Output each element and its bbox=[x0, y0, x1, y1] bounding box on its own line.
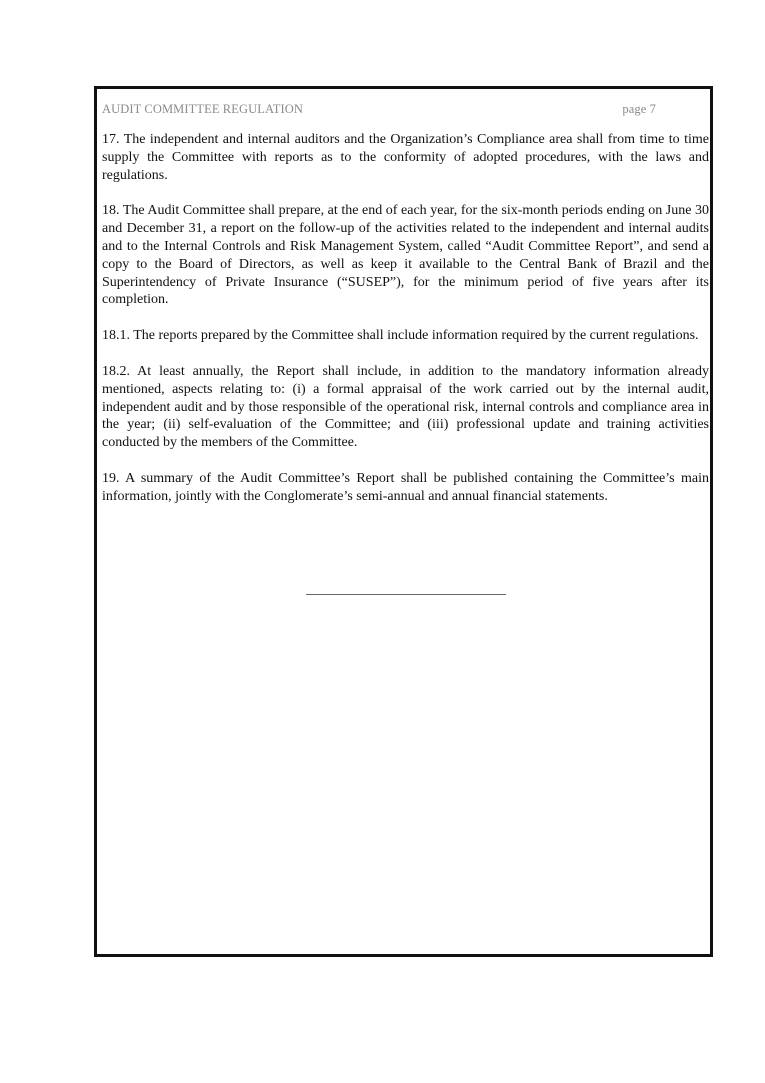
paragraph-17: 17. The independent and internal auditors and the Organization’s Compliance area shall from time to time supply the Committee with reports as to the conformity of adopted procedures, with the laws and regulations. bbox=[102, 132, 709, 183]
document-title: AUDIT COMMITTEE REGULATION bbox=[102, 102, 303, 116]
page-header bbox=[102, 102, 656, 120]
page-number: page 7 bbox=[622, 102, 656, 116]
end-of-document-rule bbox=[306, 594, 506, 595]
document-body bbox=[102, 131, 709, 524]
paragraph-18-2: 18.2. At least annually, the Report shall include, in addition to the mandatory information already mentioned, aspects relating to: (i) a formal appraisal of the work carried out by the internal audit, independent audit and by those responsible of the operational risk, internal controls and compliance area in the year; (ii) self-evaluation of the Committee; and (iii) professional update and training activities conducted by the members of the Committee. bbox=[102, 363, 709, 451]
paragraph-19: 19. A summary of the Audit Committee’s Report shall be published containing the Committee’s main information, jointly with the Conglomerate’s semi-annual and annual financial statements. bbox=[102, 470, 709, 504]
paragraph-18: 18. The Audit Committee shall prepare, at the end of each year, for the six-month periods ending on June 30 and December 31, a report on the follow-up of the activities related to the independent and internal audits and to the Internal Controls and Risk Management System, called “Audit Committee Report”, and send a copy to the Board of Directors, as well as keep it available to the Central Bank of Brazil and the Superintendency of Private Insurance (“SUSEP”), for the minimum period of five years after its completion. bbox=[102, 203, 709, 308]
paragraph-18-1: 18.1. The reports prepared by the Committee shall include information required by the current regulations. bbox=[102, 328, 699, 344]
